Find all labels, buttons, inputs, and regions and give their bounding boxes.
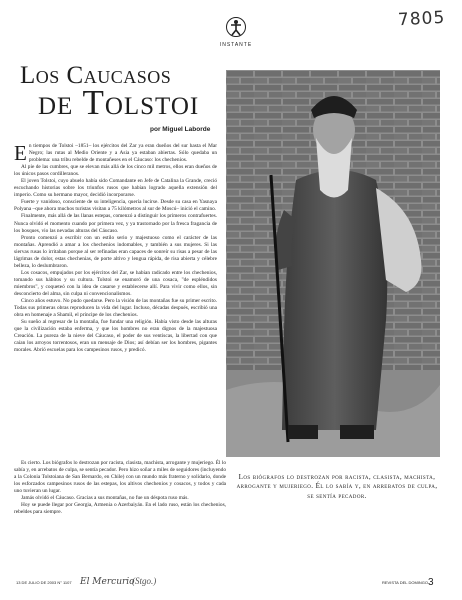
article-paragraph: En tiempos de Tolstoi –1851– los ejércitos del Zar ya eran dueños del sur hasta el Mar Negro; las rutas al Medio Oriente y a Asia ya estaban abiertas. Sólo quedaba un problema: una tribu rebelde de montañeses en el Cáucaso: los chechenios. [14, 141, 217, 165]
article-paragraph: Los cosacos, empujados por los ejércitos del Zar, se habían radicado entre los chechenios, tomando sus hábitos y su cultura. Tolstoi se enamoró de una cosaca, "de espléndidos miembros", y coqueteó con la idea de casarse y establecerse allí. Para vivir como ellos, sin desconcierto del alma, sin culpa ni convencionalismos. [14, 269, 217, 297]
footer-issue-info: 13 DE JULIO DE 2003 N° 1107 [16, 580, 72, 585]
article-paragraph: Es cierto. Los biógrafos lo destrozan por racista, clasista, machista, arrogante y mujeriego. Él lo sabía y, en arrebatos de culpa, se sentía pecador. Pero hizo soñar a miles de seguidores (incluyendo a la Colonia Tolstoiana de San Bernardo, en Chile) con un mundo más fraterno y solidario, donde los esforzados campesinos rusos de las estepas, los altivos chechenios y cosacos, y todos y cada uno tuvieran un lugar. [14, 460, 226, 495]
article-paragraph: Jamás olvidó el Cáucaso. Gracias a sus montañas, no fue un déspota ruso más. [21, 495, 189, 502]
section-logo [218, 16, 254, 48]
handwritten-annotation: (Stgo.) [132, 576, 157, 586]
article-paragraph: Fuerte y vanidoso, consciente de su inteligencia, quería lucirse. Desde su casa en Yasnaya Polyana –que ahora muchos turistas visitan a 75 kilómetros al sur de Moscú– inició el camino. [14, 199, 217, 213]
article-paragraph: Cinco años estuvo. No pudo quedarse. Pero la visión de las montañas fue su primer escrito. Todas sus primeras obras reproducen la vida del lugar. Incluso, décadas después, escribió una obra en homenaje a Shamil, el príncipe de los chechenios. [14, 298, 217, 319]
drop-cap: E [14, 141, 27, 165]
article-paragraph: Su sueño al regresar de la montaña, fue fundar una religión. Había visto desde las alturas que la civilización estaba enferma, y que los hombres no eran dignos de la majestuosa Creación. La pureza de la nieve del Cáucaso, el poder de sus ventiscas, la libertad con que caían los arroyos torrentosos, eran un mensaje de Dios; así debían ser los hombres, pigantes morales. Abrió escuelas para los campesinos rusos, y predicó. [14, 319, 217, 354]
article-paragraph: El joven Tolstoi, cuyo abuelo había sido Comandante en Jefe de Catalina la Grande, creció escuchando historias sobre los triunfos rusos que habían logrado aquella extensión del imperio. Como su hermano mayor, decidió incorporarse. [14, 178, 217, 199]
article-title-line-1: Los Caucasos [20, 62, 172, 89]
article-byline: por Miguel Laborde [150, 126, 211, 133]
publication-mark: El Mercurio [80, 577, 135, 587]
pull-quote: Los biógrafos lo destrozan por racista, clasista, machista, arrogante y mujeriego. Él lo sabía y, en arrebatos de culpa, se sentía pecador. [236, 473, 438, 500]
article-body-continuation [14, 460, 226, 516]
article-paragraph: Pronto comenzó a escribir con un estilo serio y majestuoso como el carácter de las montañas. Aprendió a amar a los chechenios indomables, y también a sus mujeres. Si las siervas rusas lo irritaban porque al ser refinadas eran capaces de sonreír su risas a pesar de las lágrimas de dolor, estas chechenias, de porte altivo y lengua rápida, de risa abierta y célebre belleza, lo deslumbraron. [14, 234, 217, 269]
tolstoi-photograph [226, 70, 440, 457]
article-body-column [14, 143, 217, 354]
footer-section-name: REVISTA DEL DOMINGO [382, 580, 429, 585]
article-paragraph: Al pie de las cumbres, que se elevan más allá de los cinco mil metros, ellos eran dueños de los únicos pasos cordilleranos. [14, 164, 217, 178]
handwritten-archive-number: 7805 [397, 7, 446, 31]
article-title-line-2: de Tolstoi [38, 83, 200, 122]
article-paragraph: Hoy se puede llegar por Georgia, Armenia o Azerbaiyán. En el lado ruso, están los chechenios, rebeldes para siempre. [14, 502, 226, 516]
section-logo-label: INSTANTE [219, 42, 253, 48]
figure-emblem-icon [224, 16, 248, 38]
page-number: 3 [428, 577, 434, 588]
article-paragraph: Finalmente, más allá de las llanas estepas, comenzó a distinguir los primeros contrafuertes. Nunca olvidó el momento cuando por primera vez, y ya trastornado por la fresca fragancia de los bosques, vio las nevadas alturas del Cáucaso. [14, 213, 217, 234]
